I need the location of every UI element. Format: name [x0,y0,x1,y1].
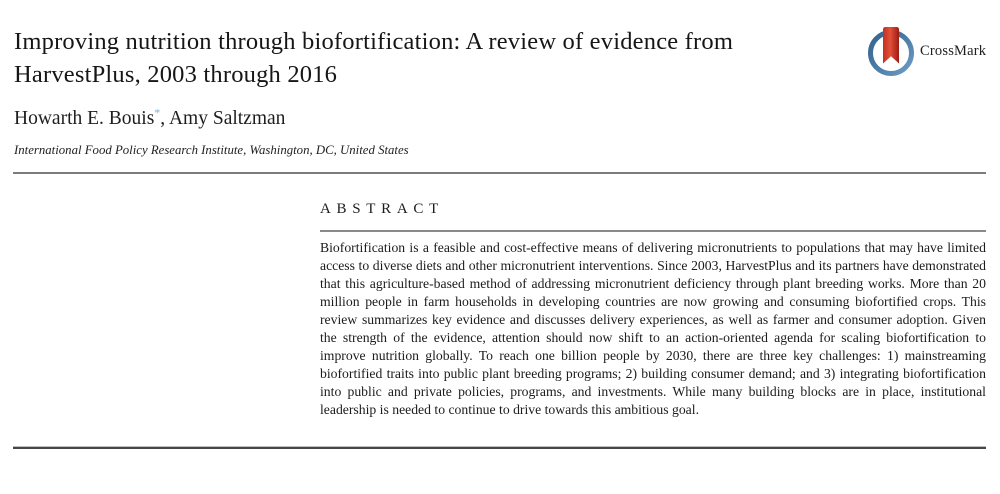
abstract-heading: ABSTRACT [320,201,444,217]
article-title [14,25,733,91]
abstract-heading-rule [320,230,986,232]
crossmark-icon [866,25,916,77]
abstract-text: Biofortification is a feasible and cost-effective means of delivering micronutrients to populations that may have limited access to diverse diets and other micronutrient interventions. Since 2003, HarvestPlus and its partners have demonstrated that this agriculture-based method of addressing micronutrient deficiency through plant breeding works. More than 20 million people in farm households in developing countries are now growing and consuming biofortified crops. This review summarizes key evidence and discusses delivery experiences, as well as farmer and consumer adoption. Given the strength of the evidence, attention should now shift to an action-oriented agenda for scaling biofortification to improve nutrition globally. To reach one billion people by 2030, there are three key challenges: 1) mainstreaming biofortified traits into public plant breeding programs; 2) building consumer demand; and 3) integrating biofortification into public and private policies, programs, and investments. While many building blocks are in place, institutional leadership is needed to continue to drive towards this ambitious goal. [320,240,986,417]
author-separator: , [160,108,166,129]
author-name-2: Amy Saltzman [168,108,286,129]
crossmark-label: CrossMark [920,42,987,59]
author-affiliation: International Food Policy Research Institute, Washington, DC, United States [14,143,409,157]
crossmark-badge[interactable] [866,25,987,77]
corresponding-author-asterisk-link[interactable]: * [154,105,161,120]
footer-divider-rule [13,446,986,449]
article-title-line-1: Improving nutrition through biofortification: A review of evidence from [14,28,734,55]
article-title-line-2: HarvestPlus, 2003 through 2016 [14,61,338,88]
author-byline [14,106,285,132]
header-divider-rule [13,172,986,174]
author-name-1: Howarth E. Bouis [14,108,155,129]
